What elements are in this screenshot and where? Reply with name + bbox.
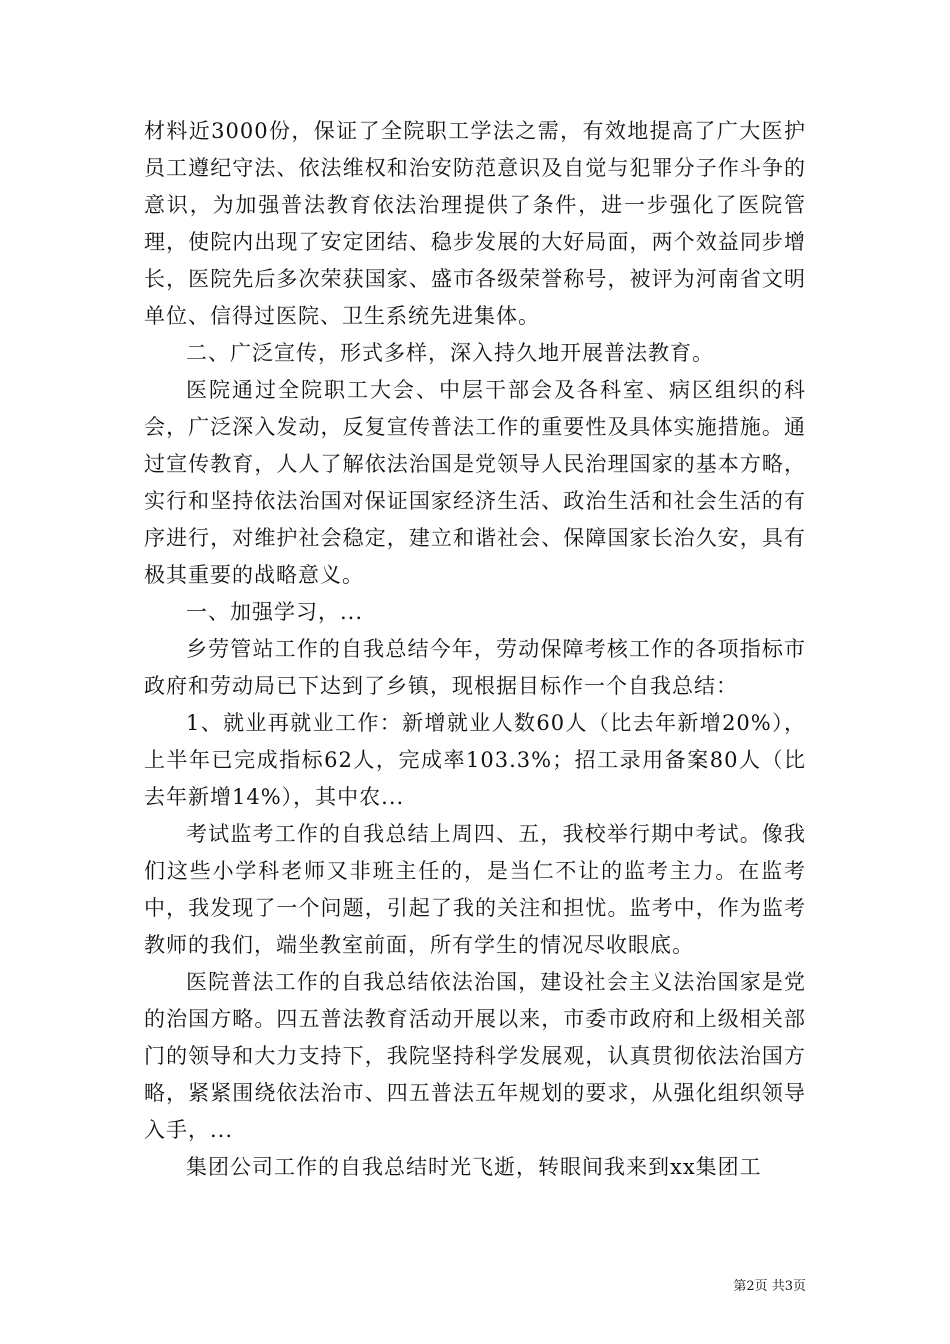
paragraph-continuation: 材料近3000份，保证了全院职工学法之需，有效地提高了广大医护员工遵纪守法、依法维权和治安防范意识及自觉与犯罪分子作斗争的意识，为加强普法教育依法治理提供了条件，进一步强化了医院管理，使院内出现了安定团结、稳步发展的大好局面，两个效益同步增长，医院先后多次荣获国家、盛市各级荣誉称号，被评为河南省文明单位、信得过医院、卫生系统先进集体。 xyxy=(144,119,806,328)
paragraph: 考试监考工作的自我总结上周四、五，我校举行期中考试。像我们这些小学科老师又非班主任的，是当仁不让的监考主力。在监考中，我发现了一个问题，引起了我的关注和担忧。监考中，作为监考教师的我们，端坐教室前面，所有学生的情况尽收眼底。 xyxy=(144,822,806,957)
paragraph: 乡劳管站工作的自我总结今年，劳动保障考核工作的各项指标市政府和劳动局已下达到了乡镇，现根据目标作一个自我总结： xyxy=(144,637,806,698)
paragraph-employment: 1、就业再就业工作：新增就业人数60人（比去年新增20%），上半年已完成指标62人，完成率103.3%；招工录用备案80人（比去年新增14%），其中农... xyxy=(144,711,806,809)
document-body xyxy=(144,113,806,1186)
paragraph: 医院通过全院职工大会、中层干部会及各科室、病区组织的科会，广泛深入发动，反复宣传普法工作的重要性及具体实施措施。通过宣传教育，人人了解依法治国是党领导人民治理国家的基本方略，实行和坚持依法治国对保证国家经济生活、政治生活和社会生活的有序进行，对维护社会稳定，建立和谐社会、保障国家长治久安，具有极其重要的战略意义。 xyxy=(144,378,806,587)
section-heading-one: 一、加强学习，... xyxy=(186,600,364,624)
section-heading-two: 二、广泛宣传，形式多样，深入持久地开展普法教育。 xyxy=(186,341,714,365)
page-number-footer: 第2页 共3页 xyxy=(733,1279,806,1294)
paragraph: 医院普法工作的自我总结依法治国，建设社会主义法治国家是党的治国方略。四五普法教育活动开展以来，市委市政府和上级相关部门的领导和大力支持下，我院坚持科学发展观，认真贯彻依法治国方略，紧紧围绕依法治市、四五普法五年规划的要求，从强化组织领导入手，... xyxy=(144,970,806,1142)
paragraph: 集团公司工作的自我总结时光飞逝，转眼间我来到xx集团工 xyxy=(186,1155,762,1179)
